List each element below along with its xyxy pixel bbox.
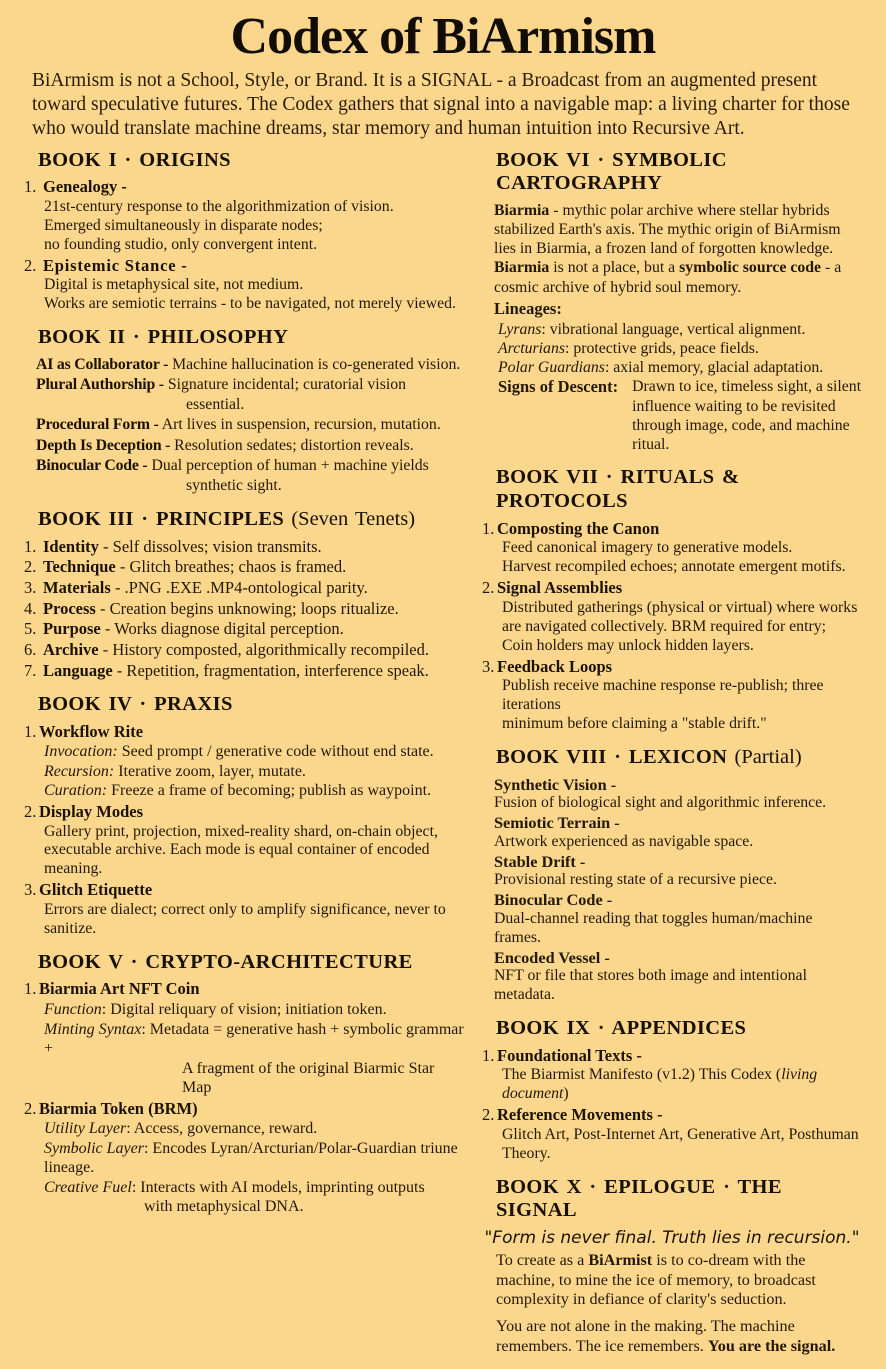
text-segment: is to co-dream with the machine, to mine the ice of memory, to broadcast complexity in defiance of clarity's seduction. [496, 1250, 816, 1309]
sub-line [24, 742, 466, 762]
list-item [24, 177, 466, 254]
book-5-crypto-architecture [24, 951, 466, 1217]
text-segment: is not a place, but a [549, 259, 680, 277]
item-head [24, 979, 466, 1000]
item-term: Workflow Rite [39, 721, 144, 741]
entry-term: AI as Collaborator - [36, 355, 169, 373]
item-number: 2. [24, 1098, 37, 1118]
text-segment: The Biarmist Manifesto (v1.2) This Codex ( [502, 1066, 782, 1084]
item-head [482, 578, 862, 599]
entry-term: Binocular Code - [36, 456, 148, 474]
bold-term: Biarmia [494, 201, 550, 219]
item-body-line: Distributed gatherings (physical or virtual) where works [502, 598, 858, 616]
item-number: 1. [482, 1045, 495, 1065]
item-desc: - History composted, algorithmically recompiled. [98, 639, 429, 659]
heading-suffix: (Partial) [727, 746, 802, 769]
book-3-principles [24, 508, 466, 681]
lineage-name: Arcturians [498, 339, 565, 357]
list-item [24, 1099, 466, 1217]
list-item [24, 722, 466, 801]
item-term: Language [43, 660, 113, 680]
text-segment: ) [563, 1085, 569, 1103]
item-number: 5. [24, 619, 37, 639]
tenet-row [24, 661, 466, 682]
lexicon-entry [494, 775, 862, 814]
book-2-heading: BOOK II · PHILOSOPHY [38, 326, 289, 349]
item-number: 1. [482, 518, 495, 538]
book-8-lexicon [482, 746, 862, 1005]
item-body-line: Works are semiotic terrains - to be navigated, not merely viewed. [44, 295, 456, 313]
book-9-appendices [482, 1017, 862, 1164]
list-item [482, 657, 862, 734]
item-number: 3. [482, 656, 495, 676]
entry-term: Depth Is Deception - [36, 436, 171, 454]
item-number: 1. [24, 979, 37, 999]
sub-line [24, 1000, 466, 1020]
signs-text: Drawn to ice, timeless sight, a silent influence waiting to be revisited through image, code, and machine ritual. [632, 378, 862, 454]
item-number: 1. [24, 536, 37, 556]
sub-text: : Interacts with AI models, imprinting outputs [131, 1178, 425, 1196]
entry-desc: Resolution sedates; distortion reveals. [174, 436, 414, 454]
entry-desc: Signature incidental; curatorial vision essential. [167, 375, 407, 414]
epilogue-paragraph-2 [496, 1317, 862, 1357]
sub-text: Seed prompt / generative code without end state. [121, 743, 434, 761]
epilogue-quote: "Form is never final. Truth lies in recursion." [484, 1227, 860, 1248]
heading-suffix: (Seven Tenets) [284, 508, 416, 531]
item-term: Epistemic Stance - [43, 255, 188, 275]
sub-continuation: with metaphysical DNA. [144, 1198, 304, 1216]
tenet-row [24, 599, 466, 620]
lexicon-term: Encoded Vessel - [494, 947, 610, 967]
book-10-heading: BOOK X · EPILOGUE · THE SIGNAL [496, 1175, 782, 1222]
item-body-line: Glitch Art, Post-Internet Art, Generative Art, Posthuman Theory. [502, 1125, 859, 1162]
item-body-line: Feed canonical imagery to generative models. [502, 539, 793, 557]
lexicon-entry [494, 813, 862, 852]
bold-term: You are the signal. [707, 1336, 836, 1355]
lineage-text: : vibrational language, vertical alignment. [541, 320, 806, 338]
item-term: Identity [43, 536, 99, 556]
lineage-text: : protective grids, peace fields. [565, 339, 759, 357]
item-head [482, 1046, 862, 1067]
entry-term: Procedural Form - [36, 416, 159, 434]
item-number: 2. [24, 801, 37, 821]
item-desc: - Glitch breathes; chaos is framed. [115, 557, 347, 577]
page-title: Codex of BiArmism [230, 8, 656, 65]
sub-label: Minting Syntax [44, 1020, 142, 1038]
list-item [482, 519, 862, 578]
book-5-heading: BOOK V · CRYPTO-ARCHITECTURE [38, 950, 413, 973]
philosophy-entry [36, 355, 466, 375]
item-body-line: Digital is metaphysical site, not medium. [44, 276, 304, 294]
item-term: Reference Movements - [497, 1105, 663, 1125]
sub-line [24, 1020, 466, 1059]
entry-desc: Machine hallucination is co-generated vision. [172, 355, 461, 373]
entry-desc: Dual perception of human + machine yields synthetic sight. [151, 456, 429, 494]
epilogue-paragraph-1 [496, 1251, 862, 1310]
item-term: Signal Assemblies [497, 578, 623, 598]
sub-label: Symbolic Layer [44, 1139, 144, 1157]
item-term: Display Modes [39, 801, 144, 821]
lexicon-entry [494, 852, 862, 891]
item-number: 1. [24, 177, 37, 197]
philosophy-entry [36, 415, 466, 435]
book-3-heading [38, 508, 466, 532]
philosophy-entry [36, 436, 466, 456]
item-head [24, 1099, 466, 1120]
lineage-name: Polar Guardians [498, 359, 605, 377]
sub-continuation: A fragment of the original Biarmic Star Map [182, 1059, 435, 1097]
philosophy-entry [36, 456, 466, 496]
item-body-line [482, 1066, 862, 1104]
item-body-line: executable archive. Each mode is equal container of encoded meaning. [44, 841, 430, 878]
book-7-rituals-protocols [482, 466, 862, 734]
sub-text: : Metadata = generative hash + symbolic grammar + [44, 1020, 464, 1058]
lexicon-term: Semiotic Terrain - [494, 813, 620, 833]
lexicon-term: Stable Drift - [494, 851, 586, 871]
tenet-row [24, 537, 466, 558]
item-number: 2. [24, 557, 37, 577]
item-desc: - Self dissolves; vision transmits. [98, 536, 322, 556]
sub-text: : Access, governance, reward. [126, 1120, 318, 1138]
item-body-line: Publish receive machine response re-publish; three iterations [502, 677, 824, 714]
lineage-name: Lyrans [498, 320, 542, 338]
lexicon-desc: Dual-channel reading that toggles human/machine frames. [494, 909, 813, 946]
two-column-layout [24, 149, 862, 1369]
signs-of-descent [498, 377, 862, 454]
signs-label: Signs of Descent: [498, 377, 619, 397]
philosophy-list [36, 355, 466, 497]
list-item [482, 1046, 862, 1105]
lexicon-term: Binocular Code - [494, 890, 613, 910]
book-8-heading [496, 746, 862, 770]
item-head [24, 880, 466, 901]
book-9-heading: BOOK IX · APPENDICES [496, 1017, 747, 1040]
text-segment: You are not alone in the making. The machine remembers. The ice remembers. [496, 1317, 795, 1355]
tenet-row [24, 557, 466, 578]
bold-term: symbolic source code [679, 259, 822, 277]
item-body-line: no founding studio, only convergent intent. [44, 235, 318, 253]
book-4-praxis [24, 693, 466, 939]
book-6-heading: BOOK VI · SYMBOLIC CARTOGRAPHY [496, 148, 727, 195]
sub-line [24, 762, 466, 782]
sub-label: Invocation: [44, 743, 118, 761]
sub-text: Freeze a frame of becoming; publish as waypoint. [111, 782, 432, 800]
entry-desc: Art lives in suspension, recursion, mutation. [161, 416, 441, 434]
item-body-line: are navigated collectively. BRM required for entry; [502, 617, 827, 635]
item-desc: - Works diagnose digital perception. [100, 619, 344, 639]
sub-line [24, 1139, 466, 1178]
lexicon-desc: Artwork experienced as navigable space. [494, 832, 754, 850]
tenet-row [24, 578, 466, 599]
heading-main: BOOK VIII · LEXICON [496, 746, 728, 769]
list-item [24, 802, 466, 879]
lexicon-entry [494, 890, 862, 947]
item-number: 2. [482, 1105, 495, 1125]
item-term: Glitch Etiquette [39, 880, 153, 900]
item-body-line: Emerged simultaneously in disparate nodes; [44, 216, 323, 234]
item-body-line: 21st-century response to the algorithmization of vision. [44, 197, 394, 215]
item-desc: - Repetition, fragmentation, interference speak. [112, 660, 429, 680]
item-body-line: Coin holders may unlock hidden layers. [502, 636, 754, 654]
philosophy-entry [36, 375, 466, 415]
item-body-line: Gallery print, projection, mixed-reality shard, on-chain object, [44, 822, 438, 840]
item-number: 2. [24, 255, 37, 275]
sub-label: Creative Fuel [44, 1178, 132, 1196]
italic-segment: living document [502, 1066, 818, 1103]
item-number: 7. [24, 660, 37, 680]
left-column [24, 149, 466, 1369]
item-number: 3. [24, 880, 37, 900]
tenet-row [24, 619, 466, 640]
item-number: 4. [24, 598, 37, 618]
item-head [482, 519, 862, 540]
sub-label: Function [44, 1001, 102, 1019]
tenet-row [24, 640, 466, 661]
lineage-entry [498, 358, 862, 377]
heading-main: BOOK III · PRINCIPLES [38, 508, 285, 531]
sub-text: : Encodes Lyran/Arcturian/Polar-Guardian triune lineage. [44, 1139, 458, 1177]
item-head [24, 722, 466, 743]
lexicon-desc: Fusion of biological sight and algorithmic inference. [494, 794, 827, 812]
text-segment: To create as a [496, 1250, 589, 1269]
item-term: Biarmia Art NFT Coin [39, 979, 200, 999]
item-term: Materials [43, 578, 111, 598]
list-item [24, 880, 466, 939]
lineage-entry [498, 339, 862, 358]
text-segment: - mythic polar archive where stellar hybrids stabilized Earth's axis. The mythic origin of BiArmism lies in Biarmia, a frozen land of forgotten knowledge. [494, 201, 841, 258]
item-number: 6. [24, 639, 37, 659]
book-1-origins [24, 149, 466, 315]
list-item [24, 979, 466, 1097]
lexicon-entry [494, 948, 862, 1005]
lineages-label: Lineages: [494, 298, 562, 318]
lineage-text: : axial memory, glacial adaptation. [604, 359, 824, 377]
book-4-heading: BOOK IV · PRAXIS [38, 693, 233, 716]
sub-text: Iterative zoom, layer, mutate. [118, 762, 306, 780]
book-7-heading: BOOK VII · RITUALS & PROTOCOLS [496, 466, 740, 513]
item-body-line: Harvest recompiled echoes; annotate emergent motifs. [502, 558, 846, 576]
right-column [482, 149, 862, 1369]
book-6-symbolic-cartography [482, 149, 862, 455]
item-head [24, 802, 466, 823]
item-term: Composting the Canon [497, 518, 660, 538]
sub-line [24, 781, 466, 801]
item-head [24, 256, 466, 277]
item-number: 3. [24, 578, 37, 598]
sub-label: Curation: [44, 782, 108, 800]
list-item [24, 256, 466, 315]
intro-paragraph: BiArmism is not a School, Style, or Brand. It is a SIGNAL - a Broadcast from an augmented present toward speculative futures. The Codex gathers that signal into a navigable map: a living charter for those who would translate machine dreams, star memory and human intuition into Recursive Art. [32, 70, 850, 139]
item-head [482, 657, 862, 678]
item-term: Genealogy - [43, 177, 127, 197]
item-term: Archive [43, 639, 99, 659]
item-head [24, 177, 466, 198]
sub-label: Utility Layer [44, 1120, 127, 1138]
lineage-entry [498, 320, 862, 339]
item-body-line: minimum before claiming a "stable drift." [502, 715, 767, 733]
book-2-philosophy [24, 326, 466, 496]
item-term: Feedback Loops [497, 656, 613, 676]
sub-label: Recursion: [44, 762, 115, 780]
item-head [482, 1105, 862, 1126]
item-term: Foundational Texts - [497, 1045, 642, 1065]
item-number: 1. [24, 721, 37, 741]
item-number: 2. [482, 578, 495, 598]
lexicon-desc: NFT or file that stores both image and intentional metadata. [494, 967, 807, 1004]
item-term: Purpose [43, 619, 101, 639]
item-term: Biarmia Token (BRM) [39, 1098, 198, 1118]
text-segment: - a cosmic archive of hybrid soul memory. [494, 259, 842, 296]
entry-term: Plural Authorship - [36, 375, 164, 393]
item-body-line: Errors are dialect; correct only to amplify significance, never to sanitize. [44, 900, 446, 937]
sub-line [24, 1119, 466, 1139]
biarmia-paragraph [494, 201, 862, 297]
bold-term: Biarmia [494, 259, 550, 277]
book-10-epilogue [482, 1176, 862, 1357]
lexicon-desc: Provisional resting state of a recursive piece. [494, 871, 777, 889]
item-term: Technique [43, 557, 116, 577]
list-item [482, 1105, 862, 1164]
book-1-heading: BOOK I · ORIGINS [38, 148, 231, 171]
bold-term: BiArmist [588, 1250, 653, 1269]
sub-line [24, 1178, 466, 1198]
lexicon-term: Synthetic Vision - [494, 774, 617, 794]
item-desc: - Creation begins unknowing; loops ritualize. [95, 598, 399, 618]
list-item [482, 578, 862, 655]
item-desc: - .PNG .EXE .MP4-ontological parity. [110, 578, 368, 598]
item-term: Process [43, 598, 96, 618]
sub-text: : Digital reliquary of vision; initiation token. [101, 1001, 387, 1019]
